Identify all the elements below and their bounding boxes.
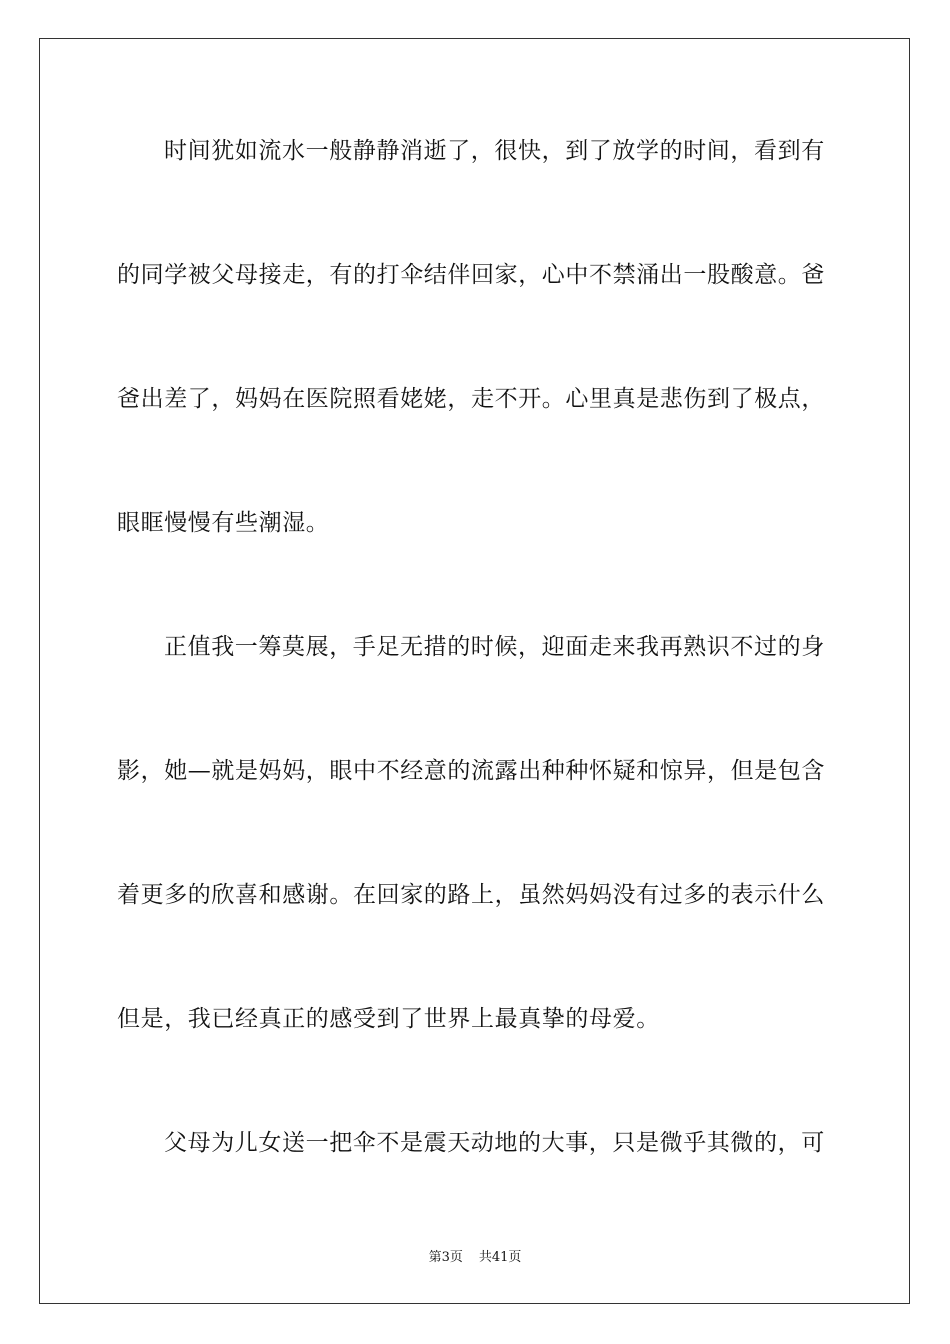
page-footer [0, 1246, 950, 1265]
text-line: 时间犹如流水一般静静消逝了，很快，到了放学的时间，看到有 [164, 138, 825, 164]
text-line: 眼眶慢慢有些潮湿。 [117, 510, 330, 536]
text-line: 爸出差了，妈妈在医院照看姥姥，走不开。心里真是悲伤到了极点， [117, 386, 825, 412]
text-line: 但是，我已经真正的感受到了世界上最真挚的母爱。 [117, 1006, 660, 1032]
total-pages: 共41页 [478, 1250, 522, 1265]
text-line: 着更多的欣喜和感谢。在回家的路上，虽然妈妈没有过多的表示什么 [117, 882, 825, 908]
text-line: 的同学被父母接走，有的打伞结伴回家，心中不禁涌出一股酸意。爸 [117, 262, 825, 288]
text-line: 正值我一筹莫展，手足无措的时候，迎面走来我再熟识不过的身 [164, 634, 825, 660]
page-border [39, 38, 910, 1304]
page-number: 第3页 [428, 1250, 463, 1265]
text-line: 父母为儿女送一把伞不是震天动地的大事，只是微乎其微的，可 [164, 1130, 825, 1156]
text-line: 影，她—就是妈妈，眼中不经意的流露出种种怀疑和惊异，但是包含 [117, 758, 825, 784]
